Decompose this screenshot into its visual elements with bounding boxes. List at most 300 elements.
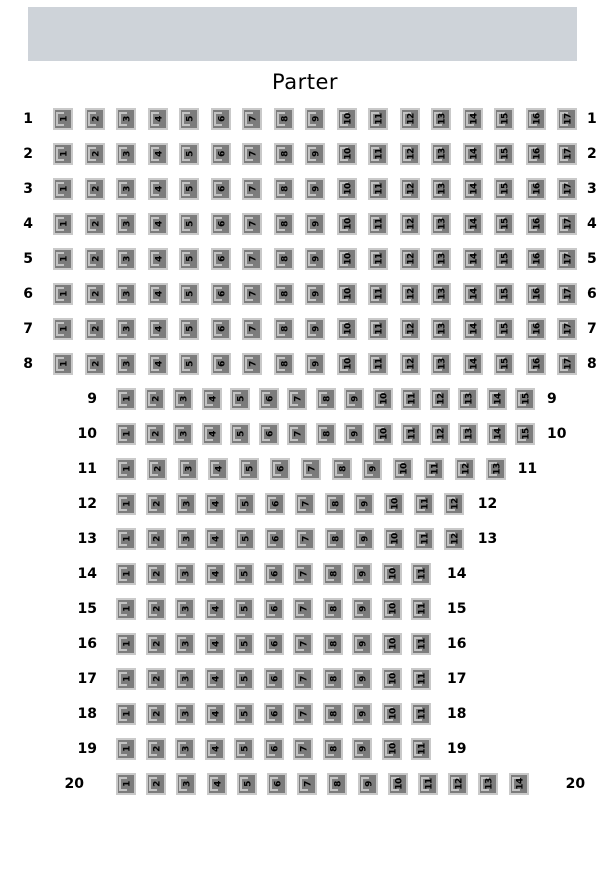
seat[interactable] [337,213,357,235]
seat[interactable] [176,493,196,515]
seat[interactable] [337,108,357,130]
seat[interactable] [431,283,451,305]
seat[interactable] [494,318,514,340]
seat[interactable] [264,703,284,725]
seat[interactable] [411,668,431,690]
seat[interactable] [373,423,393,445]
seat[interactable] [494,143,514,165]
seat[interactable] [352,598,372,620]
seat[interactable] [337,248,357,270]
seat[interactable] [287,388,307,410]
seat[interactable] [148,213,168,235]
seat[interactable] [494,353,514,375]
seat[interactable] [463,108,483,130]
seat[interactable] [401,388,421,410]
seat[interactable] [53,213,73,235]
seat[interactable] [176,773,196,795]
seat-number: 7 [301,501,312,507]
seat[interactable] [85,248,105,270]
seat[interactable] [526,143,546,165]
seat[interactable] [234,703,254,725]
seat[interactable] [274,283,294,305]
seat[interactable] [211,283,231,305]
seat[interactable] [146,738,166,760]
seat[interactable] [274,248,294,270]
seat[interactable] [368,283,388,305]
seat[interactable] [354,493,374,515]
seat[interactable] [401,423,421,445]
seat[interactable] [116,388,136,410]
seat[interactable] [494,283,514,305]
seat[interactable] [265,528,285,550]
seat[interactable] [382,563,402,585]
seat[interactable] [373,388,393,410]
seat[interactable] [388,773,408,795]
seat[interactable] [368,248,388,270]
seat[interactable] [352,703,372,725]
seat[interactable] [230,388,250,410]
seat[interactable] [431,353,451,375]
seat[interactable] [85,108,105,130]
seat[interactable] [116,458,136,480]
seat[interactable] [305,353,325,375]
seat[interactable] [431,248,451,270]
seat[interactable] [259,423,279,445]
seat[interactable] [400,353,420,375]
seat[interactable] [265,493,285,515]
seat[interactable] [557,283,577,305]
seat[interactable] [116,143,136,165]
seat[interactable] [494,108,514,130]
seat[interactable] [242,248,262,270]
seat[interactable] [557,213,577,235]
seat[interactable] [305,248,325,270]
seat[interactable] [323,738,343,760]
seat[interactable] [344,388,364,410]
seat[interactable] [175,563,195,585]
seat[interactable] [448,773,468,795]
seat[interactable] [235,493,255,515]
seat[interactable] [400,108,420,130]
seat[interactable] [458,388,478,410]
seat[interactable] [293,563,313,585]
seat[interactable] [53,143,73,165]
seat[interactable] [116,283,136,305]
seat[interactable] [463,318,483,340]
seat[interactable] [444,528,464,550]
seat[interactable] [175,598,195,620]
seat[interactable] [208,458,228,480]
seat[interactable] [264,738,284,760]
seat[interactable] [146,668,166,690]
seat[interactable] [487,423,507,445]
seat[interactable] [368,108,388,130]
seat[interactable] [53,248,73,270]
seat[interactable] [293,598,313,620]
seat[interactable] [116,423,136,445]
seat[interactable] [368,143,388,165]
seat[interactable] [237,773,257,795]
seat[interactable] [270,458,290,480]
seat[interactable] [53,353,73,375]
seat[interactable] [557,108,577,130]
seat-number: 2 [151,396,161,402]
seat-number: 9 [311,151,322,157]
seat[interactable] [85,353,105,375]
seat[interactable] [362,458,382,480]
seat[interactable] [382,668,402,690]
seat[interactable] [463,248,483,270]
seat[interactable] [382,598,402,620]
seat[interactable] [295,493,315,515]
seat[interactable] [316,388,336,410]
seat[interactable] [264,633,284,655]
seat[interactable] [211,318,231,340]
seat[interactable] [116,668,136,690]
seat[interactable] [494,178,514,200]
seat[interactable] [305,178,325,200]
seat[interactable] [400,143,420,165]
seat[interactable] [463,143,483,165]
row-label-left: 14 [77,566,97,582]
seat[interactable] [305,213,325,235]
seat[interactable] [205,528,225,550]
seat[interactable] [242,353,262,375]
seat[interactable] [205,738,225,760]
seat[interactable] [234,668,254,690]
seat[interactable] [264,563,284,585]
seat-number: 13 [437,183,448,195]
seat[interactable] [494,213,514,235]
seat[interactable] [293,703,313,725]
seat[interactable] [242,213,262,235]
seat[interactable] [400,318,420,340]
seat[interactable] [116,633,136,655]
seat[interactable] [337,283,357,305]
seat[interactable] [384,528,404,550]
seat[interactable] [515,423,535,445]
seat[interactable] [327,773,347,795]
seat-number: 4 [154,361,164,367]
seat[interactable] [526,318,546,340]
seat[interactable] [176,528,196,550]
seat[interactable] [274,353,294,375]
seat[interactable] [85,318,105,340]
seat[interactable] [264,668,284,690]
seat[interactable] [175,668,195,690]
seat[interactable] [414,528,434,550]
seat[interactable] [411,703,431,725]
seat[interactable] [316,423,336,445]
seat-number: 7 [293,396,304,402]
seat[interactable] [53,178,73,200]
seat[interactable] [382,633,402,655]
seat[interactable] [211,143,231,165]
seat[interactable] [444,493,464,515]
seat[interactable] [234,598,254,620]
seat[interactable] [557,353,577,375]
seat[interactable] [146,633,166,655]
seat[interactable] [148,283,168,305]
seat[interactable] [145,388,165,410]
seat[interactable] [235,528,255,550]
seat[interactable] [411,563,431,585]
seat[interactable] [234,633,254,655]
seat[interactable] [352,738,372,760]
seat[interactable] [332,458,352,480]
seat[interactable] [431,108,451,130]
seat[interactable] [179,143,199,165]
seat[interactable] [202,423,222,445]
seat[interactable] [116,703,136,725]
seat[interactable] [116,213,136,235]
seat[interactable] [259,388,279,410]
seat[interactable] [205,703,225,725]
seat[interactable] [116,563,136,585]
seat[interactable] [526,108,546,130]
seat[interactable] [352,563,372,585]
seat[interactable] [205,493,225,515]
seat[interactable] [325,493,345,515]
seat[interactable] [301,458,321,480]
seat[interactable] [146,703,166,725]
seat[interactable] [178,458,198,480]
seat[interactable] [478,773,498,795]
seat[interactable] [274,108,294,130]
seat[interactable] [293,633,313,655]
seat[interactable] [205,598,225,620]
seat[interactable] [463,178,483,200]
seat[interactable] [431,143,451,165]
seat[interactable] [242,178,262,200]
seat[interactable] [146,493,166,515]
seat[interactable] [305,283,325,305]
seat[interactable] [293,668,313,690]
seat[interactable] [173,423,193,445]
seat[interactable] [557,318,577,340]
seat[interactable] [411,633,431,655]
seat[interactable] [175,703,195,725]
seat[interactable] [211,178,231,200]
seat[interactable] [116,738,136,760]
seat[interactable] [205,633,225,655]
seat[interactable] [267,773,287,795]
seat[interactable] [411,738,431,760]
seat[interactable] [486,458,506,480]
seat[interactable] [458,423,478,445]
seat[interactable] [487,388,507,410]
seat[interactable] [526,353,546,375]
seat[interactable] [173,388,193,410]
seat[interactable] [179,353,199,375]
seat[interactable] [116,318,136,340]
seat[interactable] [323,563,343,585]
seat[interactable] [53,108,73,130]
seat[interactable] [526,213,546,235]
seat[interactable] [85,283,105,305]
seat[interactable] [116,598,136,620]
seat[interactable] [526,283,546,305]
seat[interactable] [274,318,294,340]
seat[interactable] [274,213,294,235]
seat[interactable] [53,283,73,305]
seat[interactable] [509,773,529,795]
seat[interactable] [146,598,166,620]
seat[interactable] [344,423,364,445]
seat[interactable] [382,738,402,760]
seat[interactable] [354,528,374,550]
seat[interactable] [526,248,546,270]
seat[interactable] [264,598,284,620]
seat[interactable] [146,563,166,585]
seat[interactable] [352,633,372,655]
seat[interactable] [431,213,451,235]
section-title: Parter [271,70,338,94]
seat[interactable] [323,598,343,620]
seat[interactable] [116,773,136,795]
seat-number: 4 [154,291,164,297]
seat[interactable] [418,773,438,795]
seat[interactable] [557,178,577,200]
seat[interactable] [202,388,222,410]
seat[interactable] [368,178,388,200]
seat[interactable] [211,353,231,375]
seat[interactable] [85,178,105,200]
seat[interactable] [148,178,168,200]
seat[interactable] [85,213,105,235]
seat[interactable] [116,248,136,270]
seat[interactable] [430,423,450,445]
seat[interactable] [146,528,166,550]
seat[interactable] [368,213,388,235]
seat[interactable] [358,773,378,795]
seat-number: 11 [374,148,385,160]
seat[interactable] [179,178,199,200]
seat[interactable] [179,213,199,235]
seat[interactable] [400,178,420,200]
seat[interactable] [557,143,577,165]
seat[interactable] [463,353,483,375]
seat[interactable] [179,318,199,340]
seat[interactable] [323,633,343,655]
seat[interactable] [207,773,227,795]
seat[interactable] [400,213,420,235]
seat[interactable] [323,703,343,725]
seat[interactable] [211,213,231,235]
seat[interactable] [234,738,254,760]
seat[interactable] [295,528,315,550]
seat[interactable] [455,458,475,480]
seat[interactable] [116,108,136,130]
seat[interactable] [116,528,136,550]
seat[interactable] [293,738,313,760]
seat[interactable] [148,248,168,270]
seat[interactable] [352,668,372,690]
seat[interactable] [116,353,136,375]
seat-number: 5 [240,606,251,612]
seat[interactable] [382,703,402,725]
seat[interactable] [323,668,343,690]
seat[interactable] [494,248,514,270]
seat[interactable] [400,248,420,270]
seat-number: 13 [437,148,448,160]
seat[interactable] [242,108,262,130]
seat[interactable] [148,353,168,375]
seat[interactable] [145,423,165,445]
seat[interactable] [148,143,168,165]
seat[interactable] [337,143,357,165]
seat[interactable] [179,283,199,305]
seat[interactable] [274,143,294,165]
seat[interactable] [242,143,262,165]
seat[interactable] [287,423,307,445]
seat[interactable] [400,283,420,305]
seat[interactable] [463,213,483,235]
seat[interactable] [305,108,325,130]
seat[interactable] [297,773,317,795]
seat[interactable] [242,318,262,340]
seat[interactable] [414,493,434,515]
seat-number: 2 [152,711,162,717]
seat[interactable] [515,388,535,410]
seat-number: 5 [243,781,254,787]
seat[interactable] [337,318,357,340]
seat[interactable] [424,458,444,480]
seat[interactable] [205,563,225,585]
seat[interactable] [116,178,136,200]
seat[interactable] [305,318,325,340]
seat[interactable] [211,108,231,130]
seat[interactable] [431,318,451,340]
seat-number: 4 [211,501,222,507]
seat[interactable] [411,598,431,620]
seat[interactable] [368,318,388,340]
seat[interactable] [175,738,195,760]
seat[interactable] [234,563,254,585]
seat[interactable] [146,773,166,795]
seat[interactable] [337,178,357,200]
seat[interactable] [274,178,294,200]
seat[interactable] [179,248,199,270]
seat[interactable] [463,283,483,305]
seat[interactable] [384,493,404,515]
seat[interactable] [393,458,413,480]
seat[interactable] [205,668,225,690]
seat[interactable] [239,458,259,480]
seat[interactable] [305,143,325,165]
seat[interactable] [325,528,345,550]
seat[interactable] [337,353,357,375]
seat[interactable] [179,108,199,130]
seat[interactable] [368,353,388,375]
seat[interactable] [526,178,546,200]
seat[interactable] [557,248,577,270]
seat[interactable] [148,318,168,340]
seat[interactable] [148,108,168,130]
seat-number: 5 [185,151,196,157]
seat[interactable] [431,178,451,200]
seat-number: 2 [91,361,101,367]
seat[interactable] [430,388,450,410]
seat[interactable] [85,143,105,165]
seat[interactable] [147,458,167,480]
seat[interactable] [211,248,231,270]
seat[interactable] [242,283,262,305]
seat[interactable] [230,423,250,445]
seat[interactable] [53,318,73,340]
seat[interactable] [116,493,136,515]
seat[interactable] [175,633,195,655]
